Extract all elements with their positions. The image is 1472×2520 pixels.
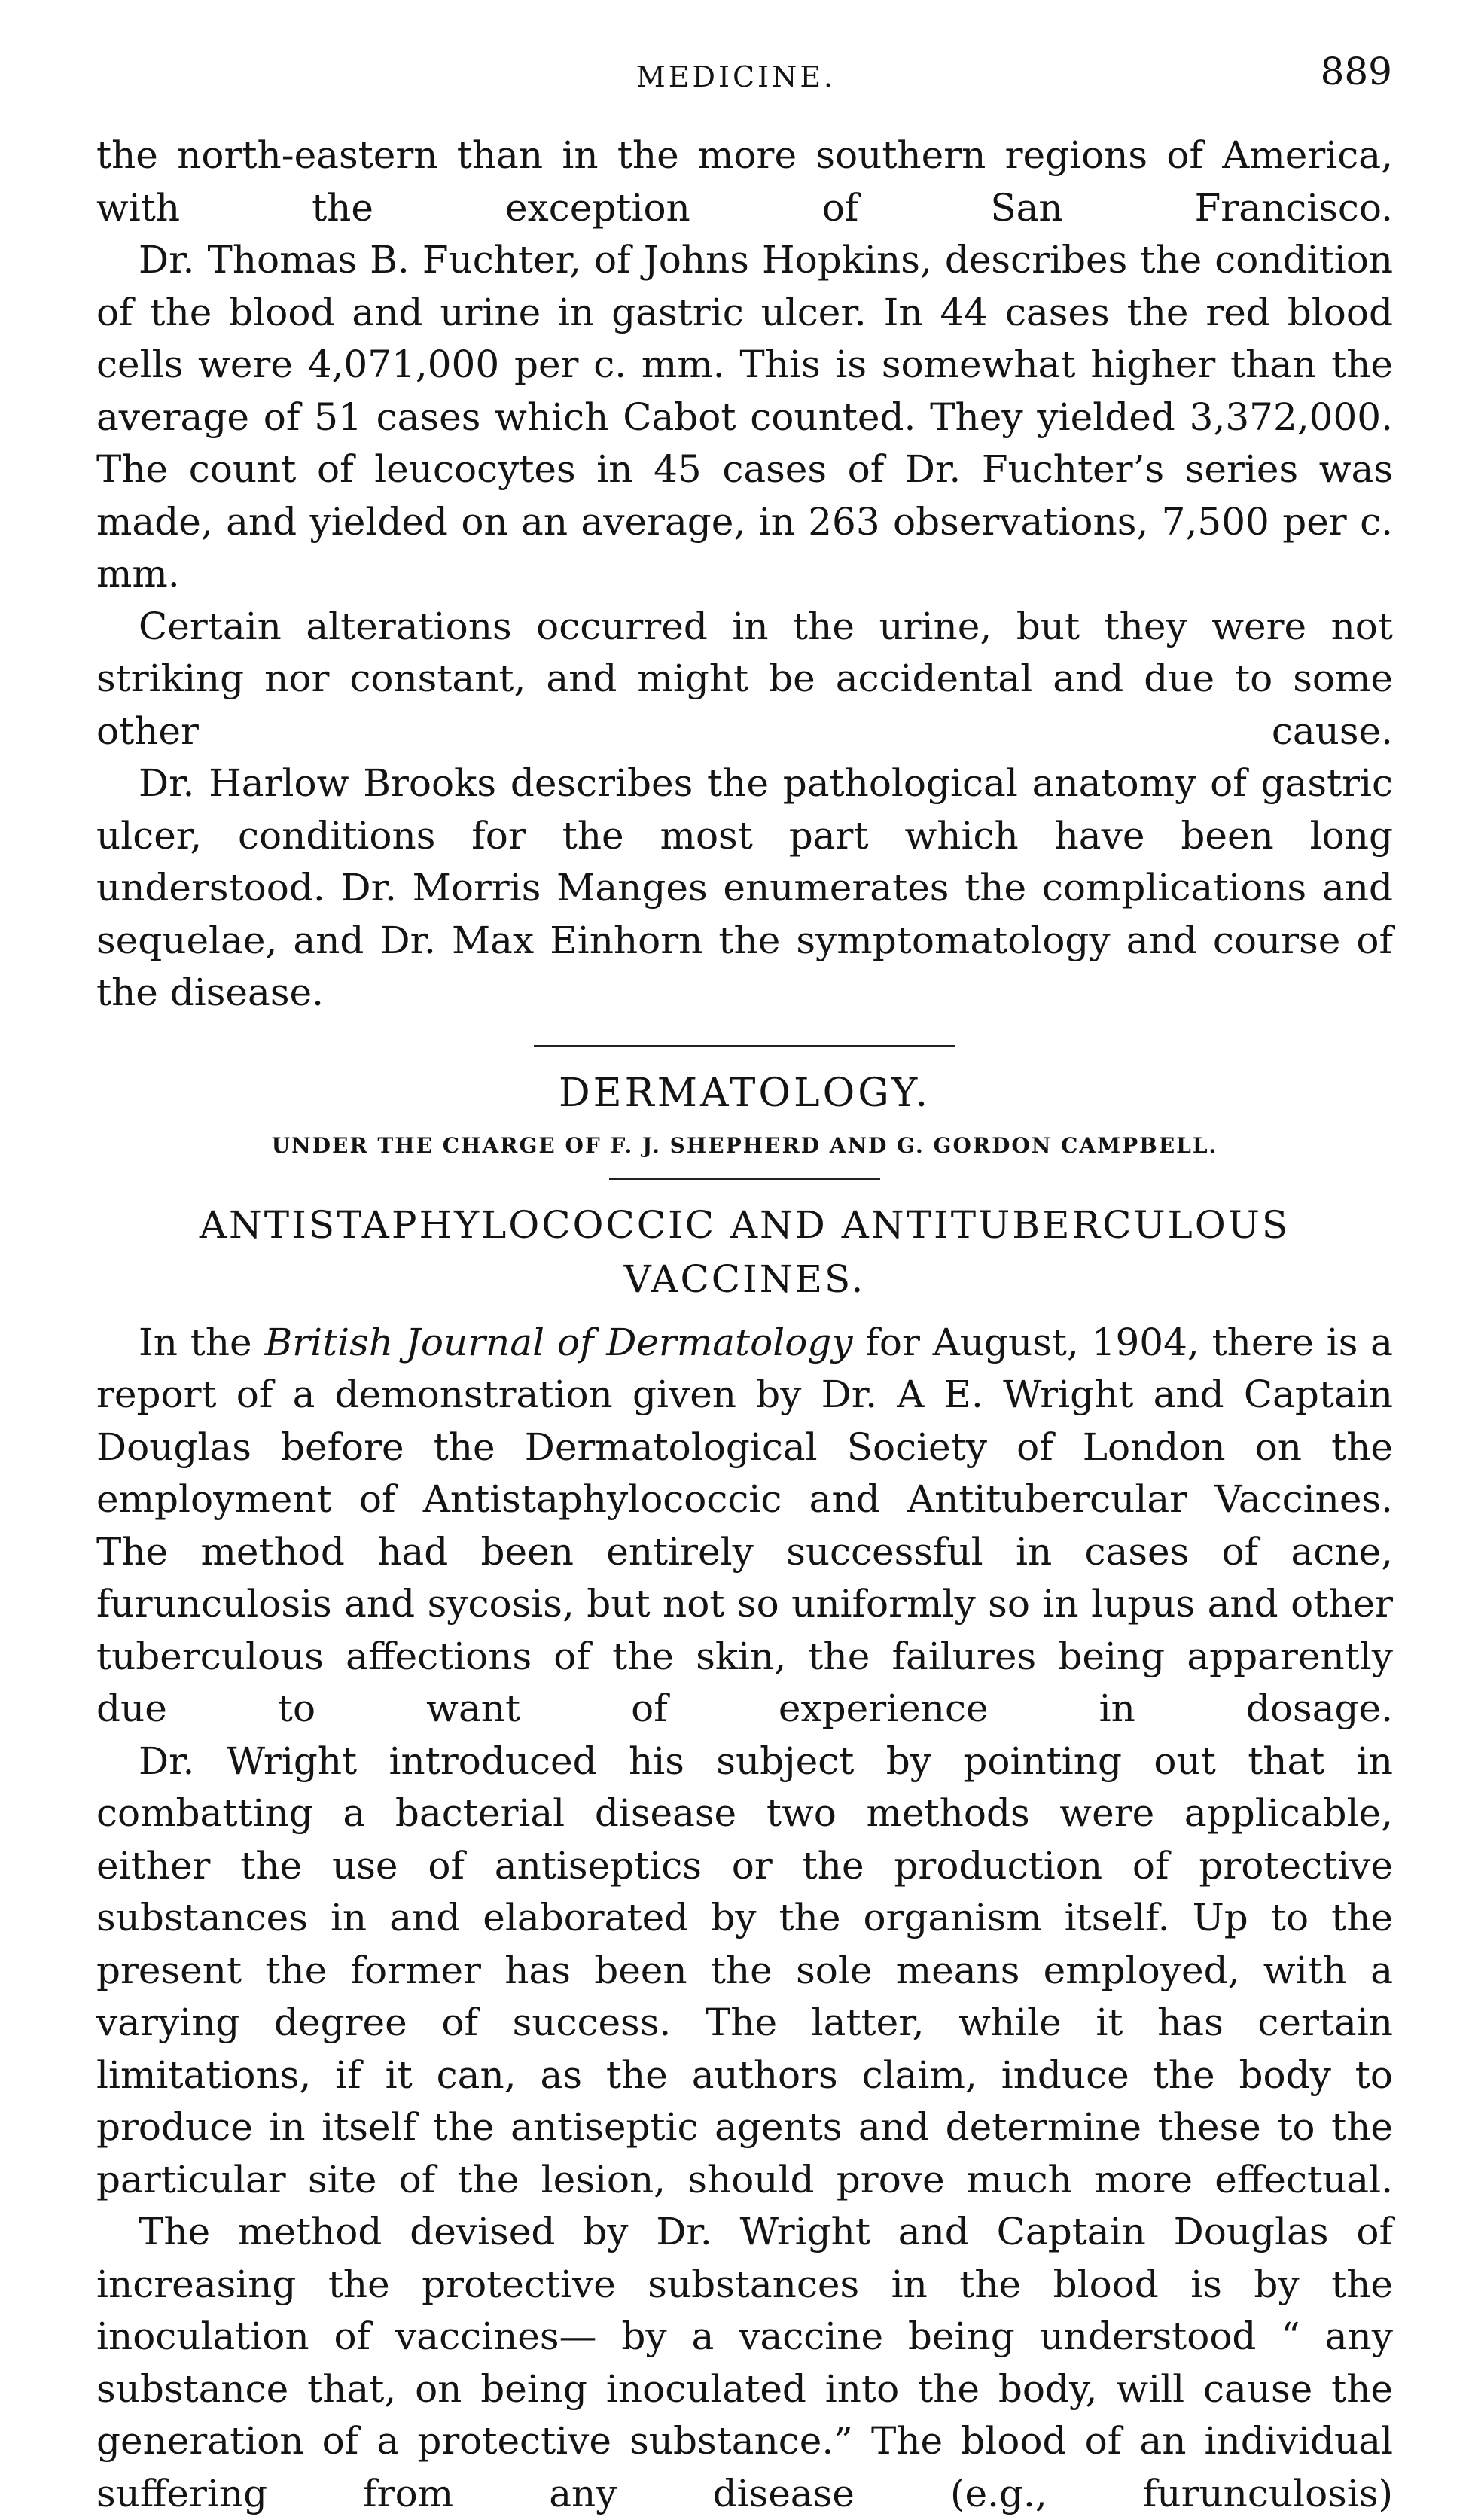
page-number: 889: [1320, 50, 1392, 93]
page-body: [96, 130, 1393, 2520]
running-title: MEDICINE.: [635, 60, 837, 93]
article-title: ANTISTAPHYLOCOCCIC AND ANTITUBERCULOUS VACCINES.: [199, 1202, 1291, 1301]
text-run: In the: [139, 1320, 252, 1364]
body-paragraph: Dr. Harlow Brooks describes the pathological anatomy of gastric ulcer, conditions for the most part which have been long understood. Dr. Morris Manges enumerates the complications and sequelae, and Dr. Max Einhorn the symptomatology and course of the disease.: [96, 761, 1393, 1014]
body-paragraph: Dr. Wright introduced his subject by pointing out that in combatting a bacterial disease two methods were applicable, either the use of antiseptics or the production of protective substances in and elaborated by the organism itself. Up to the present the former has been the sole means employed, with a varying degree of success. The latter, while it has certain limitations, if it can, as the authors claim, induce the body to produce in itself the antiseptic agents and determine these to the particular site of the lesion, should prove much more effectual.: [96, 1738, 1393, 2202]
body-paragraph: Dr. Thomas B. Fuchter, of Johns Hopkins, describes the condition of the blood and urine in gastric ulcer. In 44 cases the red blood cells were 4,071,000 per c. mm. This is somewhat higher than the average of 51 cases which Cabot counted. They yielded 3,372,000. The count of leucocytes in 45 cases of Dr. Fuchter’s series was made, and yielded on an average, in 263 observations, 7,500 per c. mm.: [96, 238, 1393, 596]
page-header: [0, 50, 1472, 117]
body-paragraph: The method devised by Dr. Wright and Captain Douglas of increasing the protective substances in the blood is by the inoculation of vaccines— by a vaccine being understood “ any substance that, on being inoculated into the body, will cause the generation of a protective substance.” The blood of an individual suffering from any disease (e.g., furunculosis): [96, 2210, 1393, 2515]
text-run: for August, 1904, there is a report of a demonstration given by Dr. A E. Wright and Captain Douglas before the Dermatological Society of London on the employment of Antistaphylococcic and Antitubercular Vaccines. The method had been entirely successful in cases of acne, furunculosis and sycosis, but not so uniformly so in lupus and other tuberculous affections of the skin, the failures being apparently due to want of experience in dosage.: [96, 1320, 1393, 1730]
section-editors: UNDER THE CHARGE OF F. J. SHEPHERD AND G. GORDON CAMPBELL.: [271, 1132, 1218, 1158]
journal-name: British Journal of Dermatology: [264, 1320, 853, 1364]
section-title: DERMATOLOGY.: [558, 1070, 931, 1116]
section-divider: [609, 1178, 880, 1180]
body-paragraph: Certain alterations occurred in the urine, but they were not striking nor constant, and might be accidental and due to some other cause.: [96, 604, 1393, 753]
section-divider: [534, 1045, 955, 1047]
body-paragraph: [96, 1317, 1393, 1735]
body-paragraph: the north-eastern than in the more southern regions of America, with the exception of San Francisco.: [96, 133, 1393, 230]
